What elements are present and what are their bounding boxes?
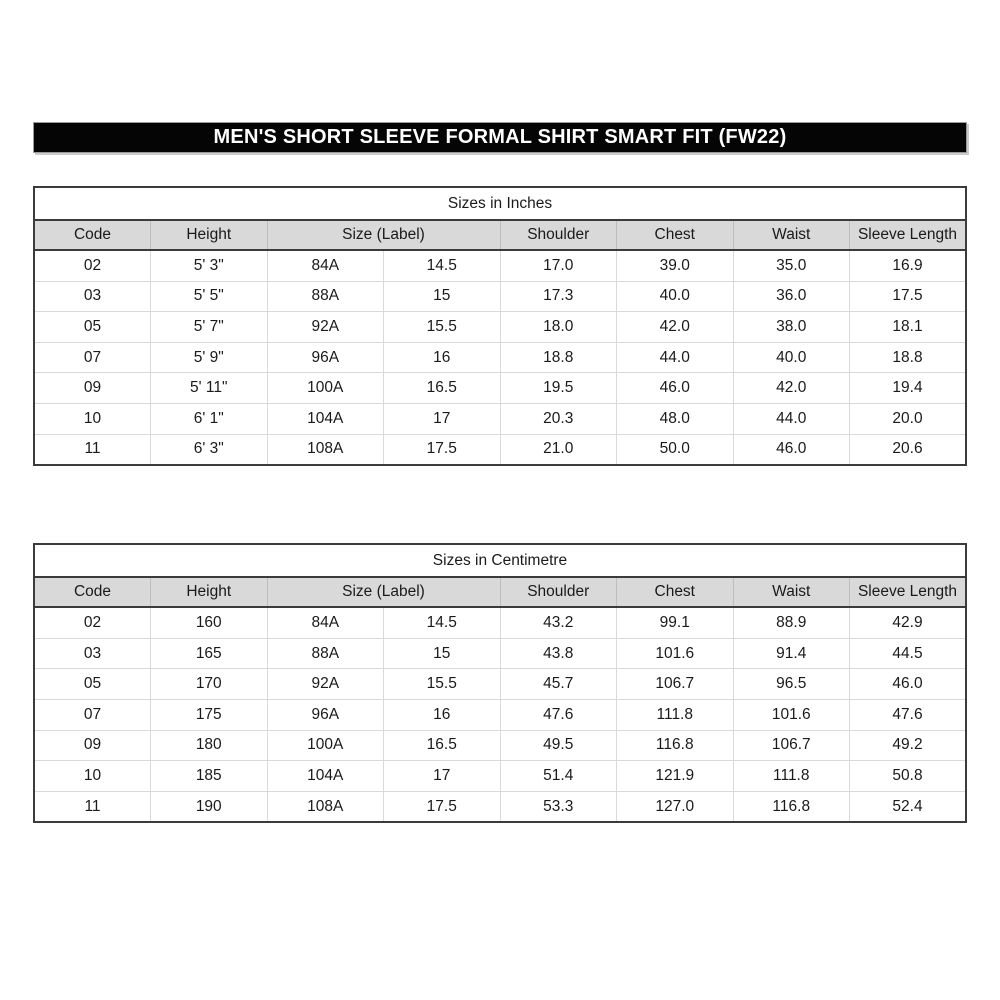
table-cell: 50.0 bbox=[617, 434, 734, 465]
table-cell: 14.5 bbox=[384, 607, 501, 638]
column-header-code: Code bbox=[34, 577, 151, 607]
table-cell: 108A bbox=[267, 434, 384, 465]
table-row bbox=[34, 730, 966, 761]
table-cell: 42.9 bbox=[850, 607, 967, 638]
table-row bbox=[34, 403, 966, 434]
size-chart-sheet bbox=[33, 0, 967, 823]
table-cell: 106.7 bbox=[733, 730, 850, 761]
table-cell: 07 bbox=[34, 342, 151, 373]
table-cell: 165 bbox=[151, 638, 268, 669]
table-cell: 104A bbox=[267, 403, 384, 434]
table-cell: 02 bbox=[34, 607, 151, 638]
table-cell: 17 bbox=[384, 761, 501, 792]
column-header-row bbox=[34, 220, 966, 250]
table-cell: 84A bbox=[267, 250, 384, 281]
table-cell: 17.5 bbox=[850, 281, 967, 312]
column-header-height: Height bbox=[151, 577, 268, 607]
sizes-in-centimetre-table bbox=[33, 543, 967, 823]
table-row bbox=[34, 373, 966, 404]
table-cell: 03 bbox=[34, 281, 151, 312]
table-cell: 88.9 bbox=[733, 607, 850, 638]
table-cell: 16 bbox=[384, 342, 501, 373]
table-cell: 17.5 bbox=[384, 434, 501, 465]
table-cell: 42.0 bbox=[617, 312, 734, 343]
table-cell: 21.0 bbox=[500, 434, 617, 465]
table-cell: 07 bbox=[34, 699, 151, 730]
table-cell: 20.6 bbox=[850, 434, 967, 465]
table-cell: 40.0 bbox=[733, 342, 850, 373]
product-title-bar bbox=[33, 122, 967, 153]
table-cell: 5' 3" bbox=[151, 250, 268, 281]
table-title: Sizes in Inches bbox=[34, 187, 966, 220]
table-cell: 46.0 bbox=[617, 373, 734, 404]
table-cell: 116.8 bbox=[617, 730, 734, 761]
table-cell: 88A bbox=[267, 638, 384, 669]
table-cell: 53.3 bbox=[500, 791, 617, 822]
table-row bbox=[34, 699, 966, 730]
table-cell: 49.5 bbox=[500, 730, 617, 761]
table-row bbox=[34, 791, 966, 822]
centimetre-table-body bbox=[34, 607, 966, 822]
table-cell: 10 bbox=[34, 761, 151, 792]
table-cell: 6' 3" bbox=[151, 434, 268, 465]
table-cell: 19.5 bbox=[500, 373, 617, 404]
table-cell: 17.5 bbox=[384, 791, 501, 822]
table-cell: 51.4 bbox=[500, 761, 617, 792]
table-cell: 18.0 bbox=[500, 312, 617, 343]
table-cell: 96A bbox=[267, 699, 384, 730]
column-header-sleeve-length: Sleeve Length bbox=[850, 577, 967, 607]
table-cell: 92A bbox=[267, 312, 384, 343]
table-cell: 5' 9" bbox=[151, 342, 268, 373]
table-cell: 106.7 bbox=[617, 669, 734, 700]
table-cell: 99.1 bbox=[617, 607, 734, 638]
table-cell: 42.0 bbox=[733, 373, 850, 404]
table-cell: 15.5 bbox=[384, 669, 501, 700]
table-title-row bbox=[34, 544, 966, 577]
table-cell: 101.6 bbox=[733, 699, 850, 730]
table-cell: 5' 5" bbox=[151, 281, 268, 312]
table-cell: 15.5 bbox=[384, 312, 501, 343]
table-cell: 43.2 bbox=[500, 607, 617, 638]
table-cell: 185 bbox=[151, 761, 268, 792]
table-cell: 170 bbox=[151, 669, 268, 700]
table-cell: 101.6 bbox=[617, 638, 734, 669]
table-cell: 10 bbox=[34, 403, 151, 434]
column-header-row bbox=[34, 577, 966, 607]
table-cell: 05 bbox=[34, 669, 151, 700]
column-header-sleeve-length: Sleeve Length bbox=[850, 220, 967, 250]
table-cell: 16.9 bbox=[850, 250, 967, 281]
table-row bbox=[34, 607, 966, 638]
table-cell: 43.8 bbox=[500, 638, 617, 669]
table-cell: 48.0 bbox=[617, 403, 734, 434]
table-cell: 47.6 bbox=[500, 699, 617, 730]
table-row bbox=[34, 638, 966, 669]
table-row bbox=[34, 761, 966, 792]
table-cell: 35.0 bbox=[733, 250, 850, 281]
table-cell: 96A bbox=[267, 342, 384, 373]
table-cell: 104A bbox=[267, 761, 384, 792]
table-cell: 96.5 bbox=[733, 669, 850, 700]
table-cell: 46.0 bbox=[733, 434, 850, 465]
table-cell: 17 bbox=[384, 403, 501, 434]
table-cell: 47.6 bbox=[850, 699, 967, 730]
table-cell: 6' 1" bbox=[151, 403, 268, 434]
table-cell: 19.4 bbox=[850, 373, 967, 404]
table-cell: 52.4 bbox=[850, 791, 967, 822]
column-header-chest: Chest bbox=[617, 577, 734, 607]
table-row bbox=[34, 312, 966, 343]
table-cell: 05 bbox=[34, 312, 151, 343]
sizes-in-inches-table bbox=[33, 186, 967, 466]
table-cell: 121.9 bbox=[617, 761, 734, 792]
table-cell: 20.0 bbox=[850, 403, 967, 434]
table-cell: 190 bbox=[151, 791, 268, 822]
column-header-size-label: Size (Label) bbox=[267, 220, 500, 250]
column-header-waist: Waist bbox=[733, 220, 850, 250]
table-cell: 49.2 bbox=[850, 730, 967, 761]
table-cell: 180 bbox=[151, 730, 268, 761]
table-cell: 116.8 bbox=[733, 791, 850, 822]
table-cell: 02 bbox=[34, 250, 151, 281]
product-title: MEN'S SHORT SLEEVE FORMAL SHIRT SMART FIT (FW22) bbox=[213, 126, 787, 148]
column-header-height: Height bbox=[151, 220, 268, 250]
table-cell: 15 bbox=[384, 281, 501, 312]
table-row bbox=[34, 281, 966, 312]
table-cell: 5' 11" bbox=[151, 373, 268, 404]
table-cell: 09 bbox=[34, 730, 151, 761]
table-cell: 11 bbox=[34, 434, 151, 465]
column-header-size-label: Size (Label) bbox=[267, 577, 500, 607]
table-row bbox=[34, 434, 966, 465]
table-cell: 111.8 bbox=[617, 699, 734, 730]
table-cell: 45.7 bbox=[500, 669, 617, 700]
table-cell: 44.0 bbox=[617, 342, 734, 373]
table-cell: 5' 7" bbox=[151, 312, 268, 343]
inches-table-body bbox=[34, 250, 966, 465]
table-row bbox=[34, 342, 966, 373]
table-cell: 46.0 bbox=[850, 669, 967, 700]
table-cell: 100A bbox=[267, 373, 384, 404]
table-cell: 03 bbox=[34, 638, 151, 669]
table-cell: 175 bbox=[151, 699, 268, 730]
table-cell: 160 bbox=[151, 607, 268, 638]
table-cell: 15 bbox=[384, 638, 501, 669]
table-cell: 16.5 bbox=[384, 730, 501, 761]
table-cell: 88A bbox=[267, 281, 384, 312]
table-cell: 111.8 bbox=[733, 761, 850, 792]
table-cell: 127.0 bbox=[617, 791, 734, 822]
table-cell: 92A bbox=[267, 669, 384, 700]
column-header-code: Code bbox=[34, 220, 151, 250]
column-header-shoulder: Shoulder bbox=[500, 577, 617, 607]
table-cell: 91.4 bbox=[733, 638, 850, 669]
table-cell: 17.3 bbox=[500, 281, 617, 312]
table-cell: 09 bbox=[34, 373, 151, 404]
table-row bbox=[34, 669, 966, 700]
table-cell: 108A bbox=[267, 791, 384, 822]
table-title: Sizes in Centimetre bbox=[34, 544, 966, 577]
table-cell: 100A bbox=[267, 730, 384, 761]
table-cell: 44.5 bbox=[850, 638, 967, 669]
table-cell: 40.0 bbox=[617, 281, 734, 312]
table-cell: 44.0 bbox=[733, 403, 850, 434]
table-cell: 39.0 bbox=[617, 250, 734, 281]
table-cell: 38.0 bbox=[733, 312, 850, 343]
table-cell: 36.0 bbox=[733, 281, 850, 312]
column-header-shoulder: Shoulder bbox=[500, 220, 617, 250]
table-cell: 18.8 bbox=[850, 342, 967, 373]
table-cell: 14.5 bbox=[384, 250, 501, 281]
table-row bbox=[34, 250, 966, 281]
table-cell: 16.5 bbox=[384, 373, 501, 404]
column-header-waist: Waist bbox=[733, 577, 850, 607]
table-cell: 20.3 bbox=[500, 403, 617, 434]
table-cell: 16 bbox=[384, 699, 501, 730]
table-cell: 18.8 bbox=[500, 342, 617, 373]
table-title-row bbox=[34, 187, 966, 220]
table-cell: 84A bbox=[267, 607, 384, 638]
table-cell: 11 bbox=[34, 791, 151, 822]
table-cell: 18.1 bbox=[850, 312, 967, 343]
column-header-chest: Chest bbox=[617, 220, 734, 250]
table-cell: 50.8 bbox=[850, 761, 967, 792]
table-cell: 17.0 bbox=[500, 250, 617, 281]
